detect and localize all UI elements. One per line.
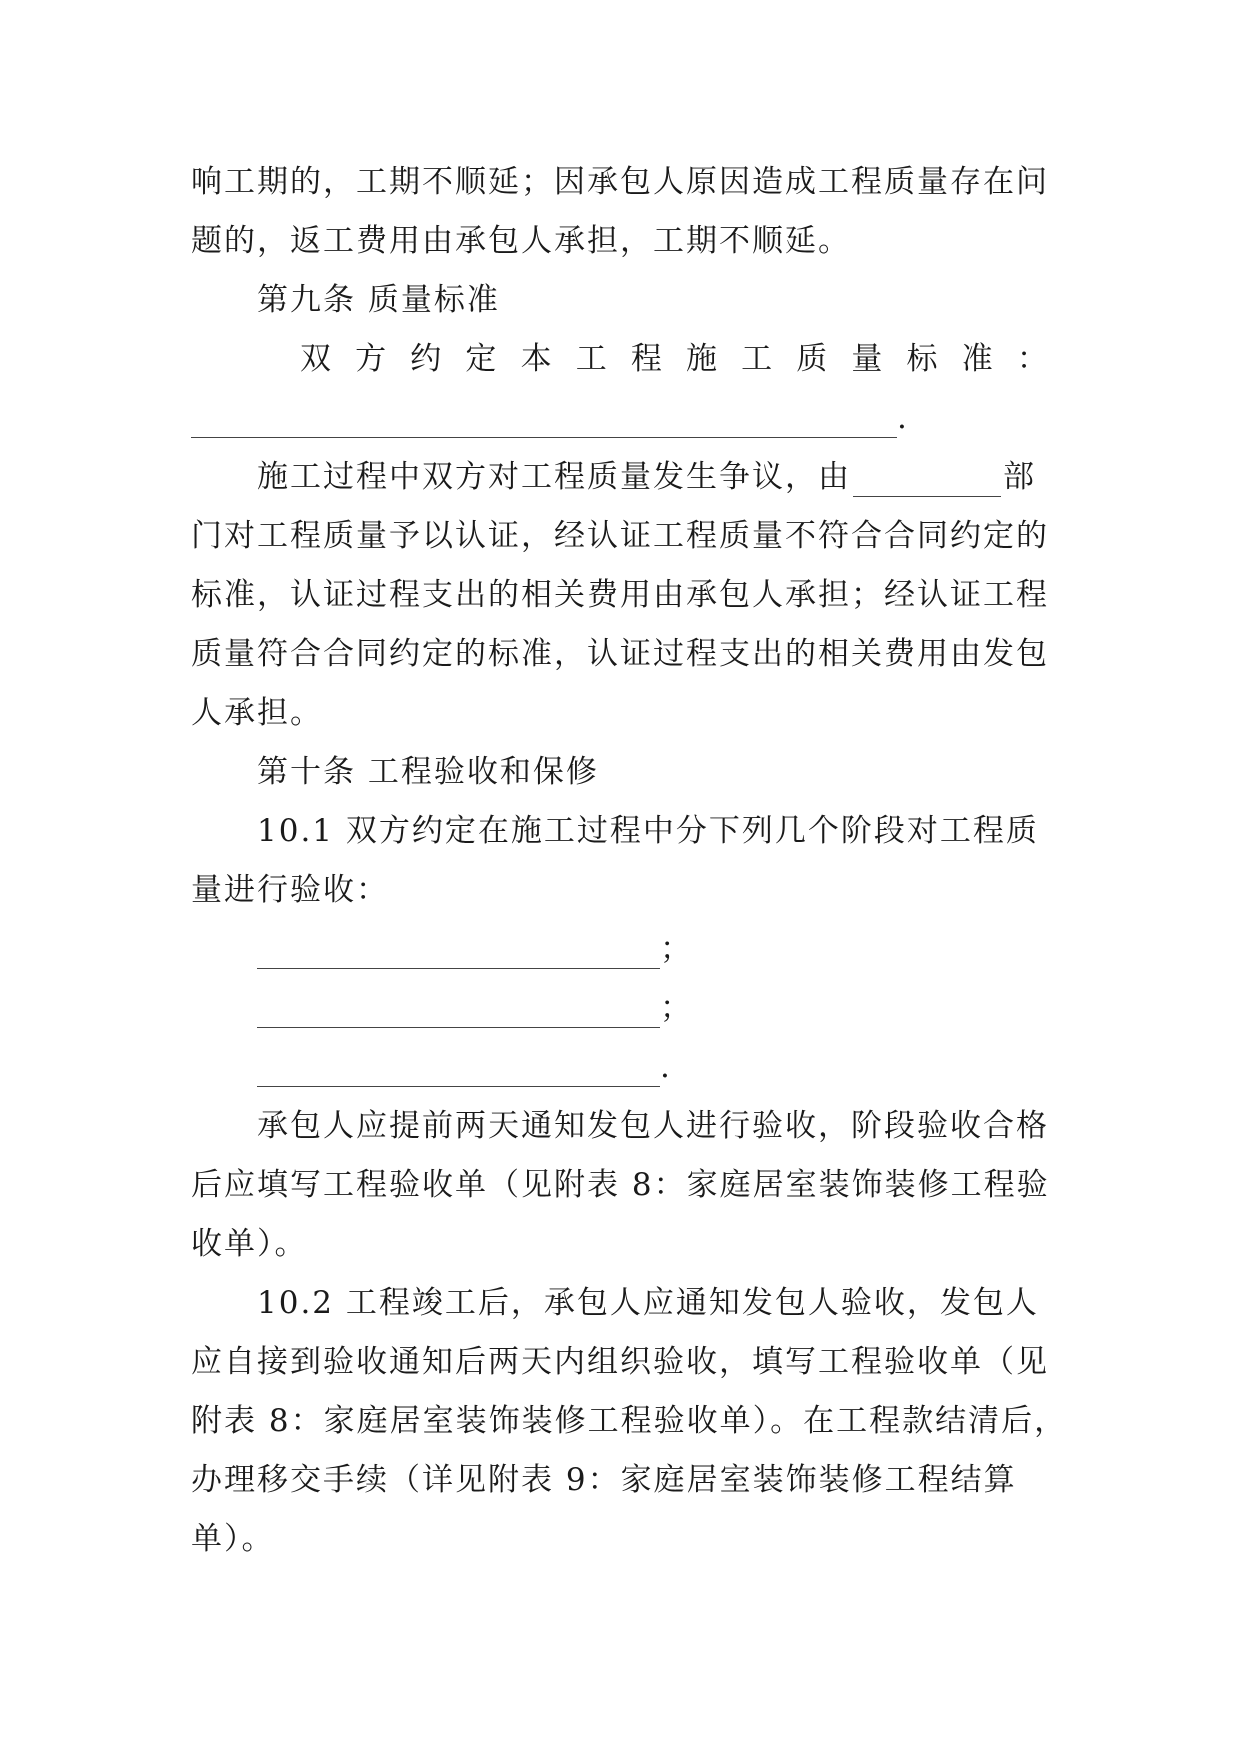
paragraph-line: 响工期的，工期不顺延；因承包人原因造成工程质量存在问 bbox=[191, 164, 1049, 200]
stage-blank-1 bbox=[257, 929, 1051, 969]
article-9-heading: 第九条 质量标准 bbox=[257, 282, 500, 318]
char: 准 bbox=[961, 341, 995, 377]
paragraph-line: 承包人应提前两天通知发包人进行验收，阶段验收合格 bbox=[257, 1108, 1049, 1144]
paragraph-line: 附表 8：家庭居室装饰装修工程验收单）。在工程款结清后， bbox=[191, 1403, 1068, 1439]
dispute-text-end: 部 bbox=[1003, 459, 1036, 495]
paragraph-line: 应自接到验收通知后两天内组织验收，填写工程验收单（见 bbox=[191, 1344, 1049, 1380]
paragraph-line: 量进行验收： bbox=[191, 872, 389, 908]
char: 定 bbox=[465, 341, 499, 377]
paragraph-line: 办理移交手续（详见附表 9：家庭居室装饰装修工程结算 bbox=[191, 1462, 1017, 1498]
char: 质 bbox=[796, 341, 830, 377]
period: . bbox=[897, 400, 909, 436]
fill-in-blank[interactable] bbox=[257, 1056, 660, 1087]
char: 标 bbox=[906, 341, 940, 377]
paragraph-line: 收单）。 bbox=[191, 1226, 308, 1262]
paragraph-line: 人承担。 bbox=[191, 695, 323, 731]
dispute-paragraph-line bbox=[257, 457, 1051, 497]
paragraph-line: 标准，认证过程支出的相关费用由承包人承担；经认证工程 bbox=[191, 577, 1049, 613]
dispute-text: 施工过程中双方对工程质量发生争议，由 bbox=[257, 459, 851, 495]
paragraph-line: 门对工程质量予以认证，经认证工程质量不符合合同约定的 bbox=[191, 518, 1049, 554]
fill-in-blank[interactable] bbox=[191, 407, 897, 438]
char: 施 bbox=[685, 341, 719, 377]
section-10-2-line: 10.2 工程竣工后，承包人应通知发包人验收，发包人 bbox=[257, 1285, 1039, 1321]
char: 程 bbox=[630, 341, 664, 377]
department-blank[interactable] bbox=[853, 466, 1001, 497]
char: 方 bbox=[355, 341, 389, 377]
stage-blank-2 bbox=[257, 988, 1051, 1028]
fill-in-blank[interactable] bbox=[257, 938, 660, 969]
char: 本 bbox=[520, 341, 554, 377]
stage-blank-3 bbox=[257, 1047, 1051, 1087]
quality-standard-statement bbox=[300, 339, 1050, 379]
article-10-heading: 第十条 工程验收和保修 bbox=[257, 754, 599, 790]
semicolon: ； bbox=[660, 990, 693, 1026]
paragraph-line: 质量符合合同约定的标准，认证过程支出的相关费用由发包 bbox=[191, 636, 1049, 672]
section-10-1-line: 10.1 双方约定在施工过程中分下列几个阶段对工程质 bbox=[257, 813, 1039, 849]
char: ： bbox=[1016, 341, 1050, 377]
semicolon: ； bbox=[660, 931, 693, 967]
char: 工 bbox=[741, 341, 775, 377]
paragraph-line: 题的，返工费用由承包人承担，工期不顺延。 bbox=[191, 223, 851, 259]
paragraph-line: 后应填写工程验收单（见附表 8：家庭居室装饰装修工程验 bbox=[191, 1167, 1050, 1203]
paragraph-line: 单）。 bbox=[191, 1521, 275, 1557]
char: 双 bbox=[300, 341, 333, 377]
quality-standard-blank-line bbox=[191, 398, 1051, 438]
char: 量 bbox=[851, 341, 885, 377]
period: . bbox=[660, 1049, 672, 1085]
char: 工 bbox=[575, 341, 609, 377]
char: 约 bbox=[410, 341, 444, 377]
fill-in-blank[interactable] bbox=[257, 997, 660, 1028]
